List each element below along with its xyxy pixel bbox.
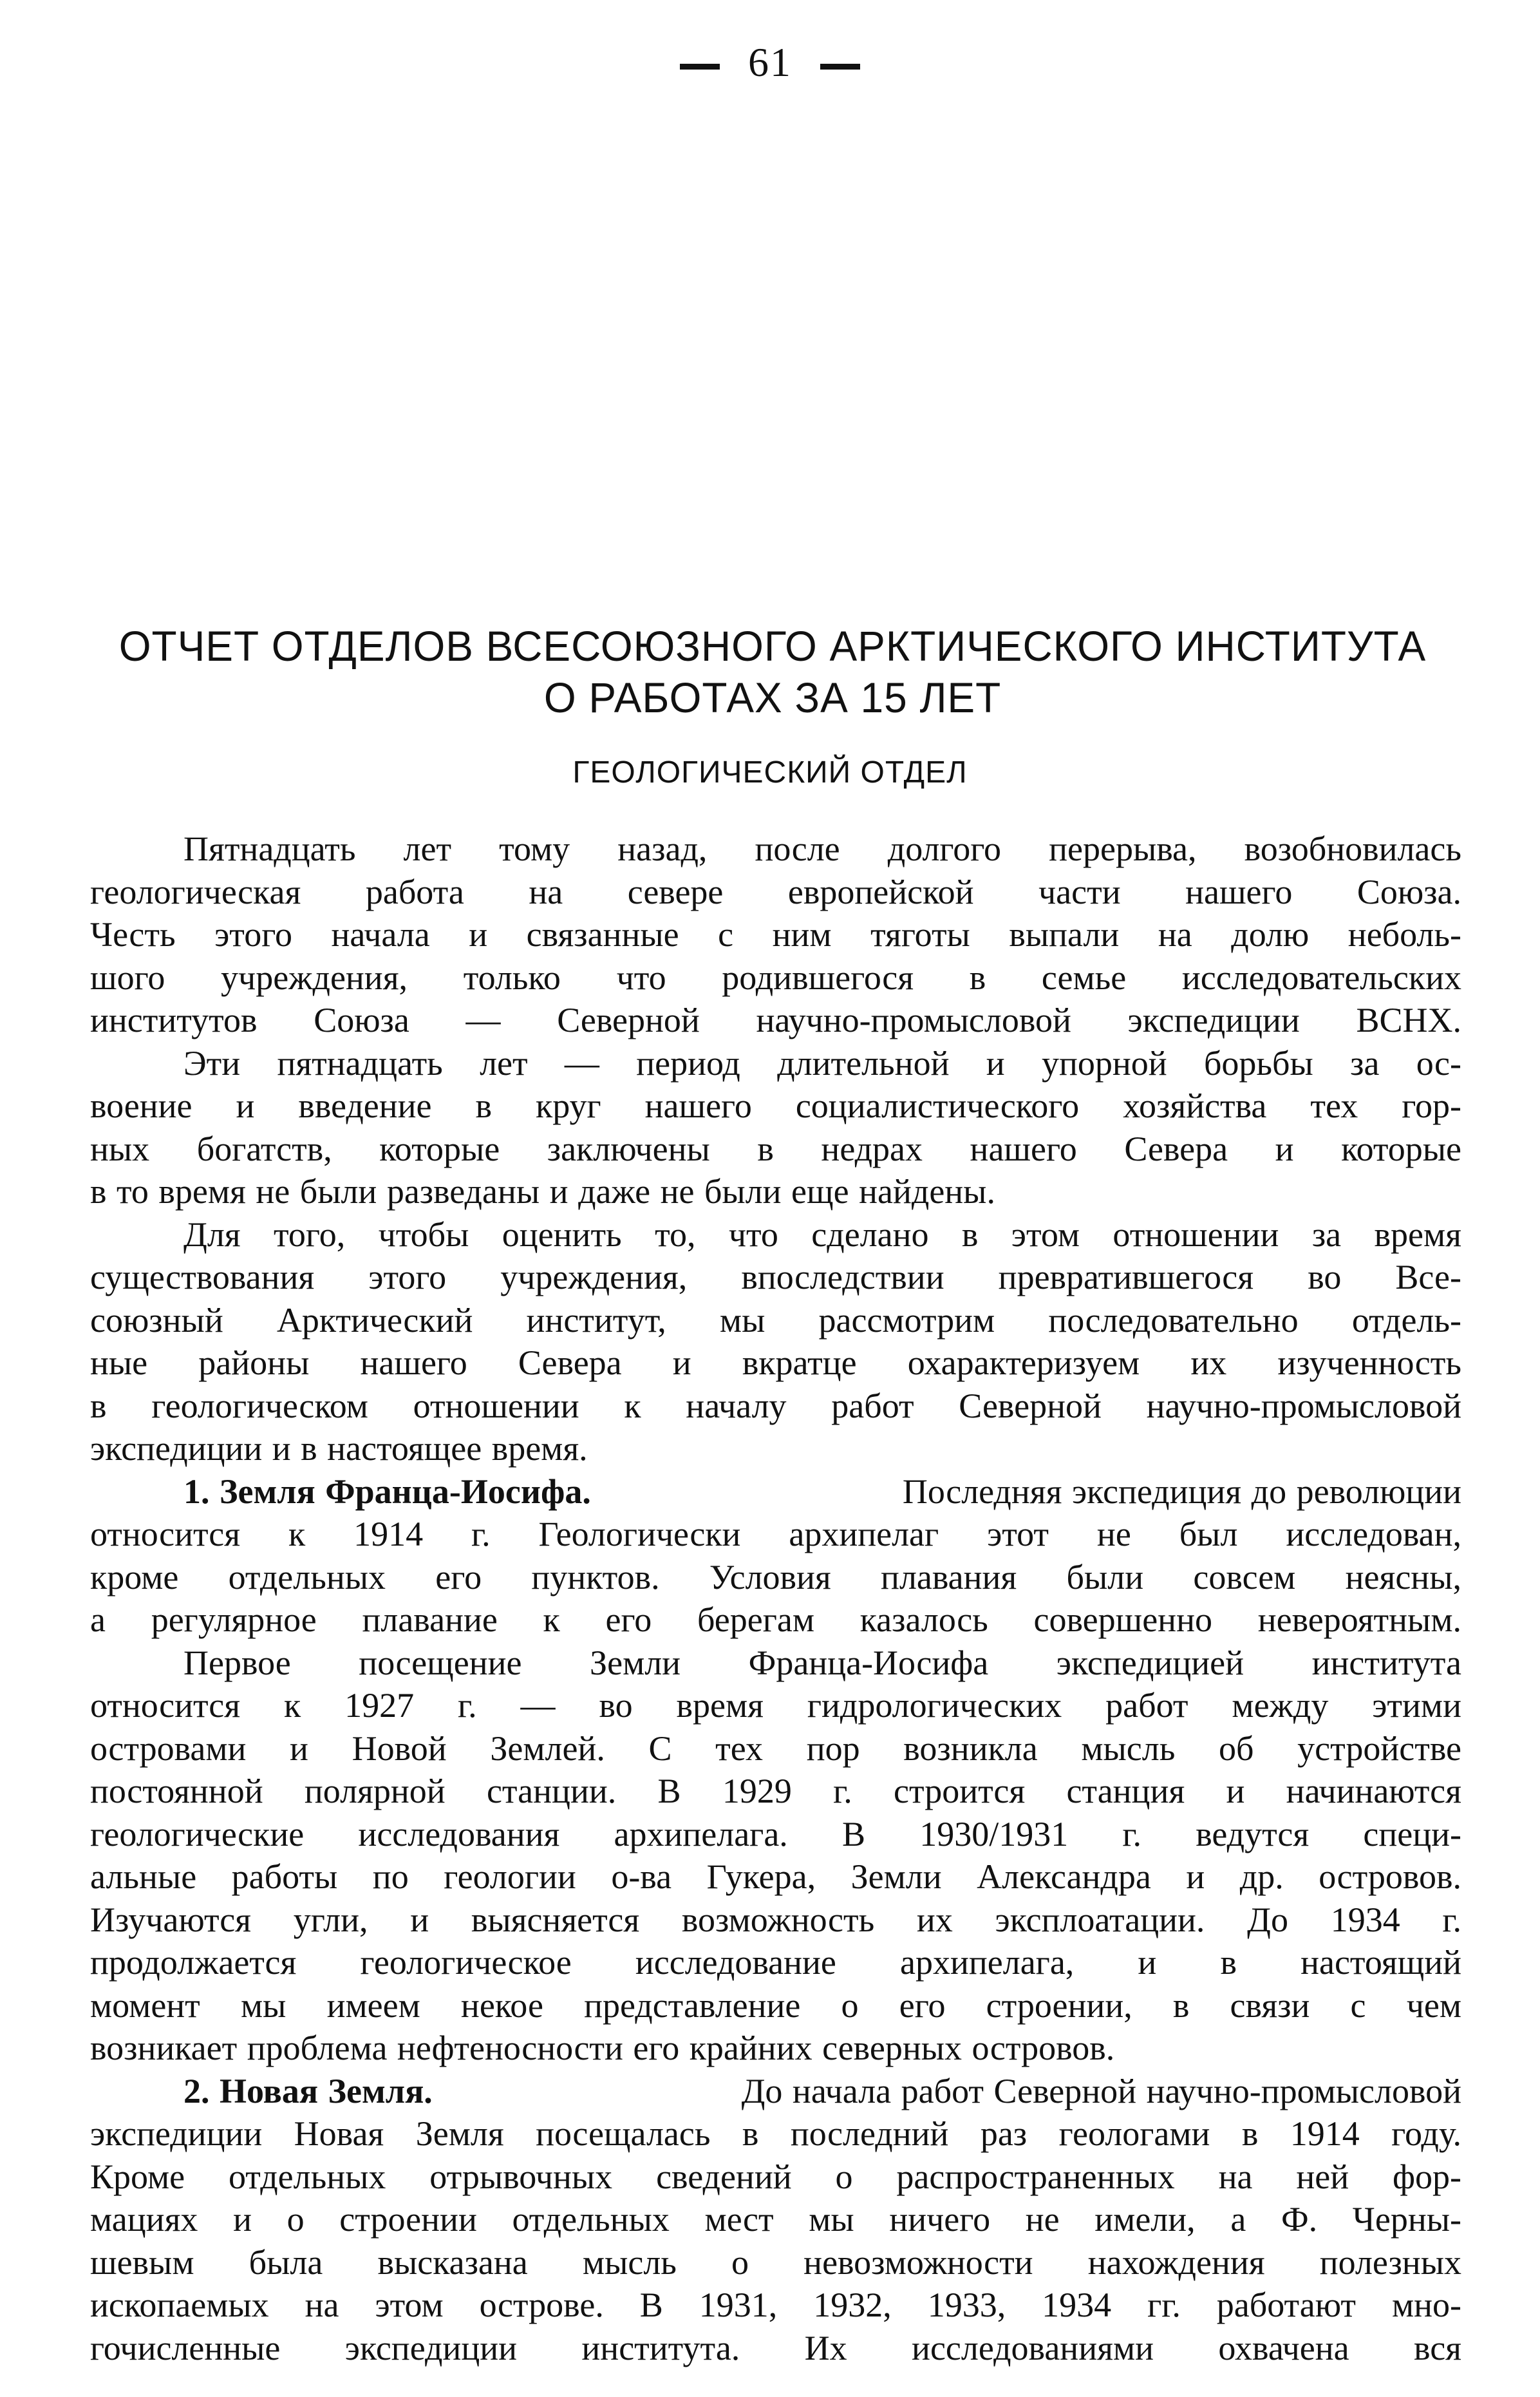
- paragraph-3: [90, 1213, 1461, 1470]
- text-line: союзный Арктический институт, мы рассмотрим последовательно отдель-: [90, 1300, 1461, 1340]
- text-line: ные районы нашего Севера и вкратце охарактеризуем их изученность: [90, 1343, 1461, 1382]
- text-line: геологические исследования архипелага. В 1930/1931 г. ведутся специ-: [90, 1814, 1461, 1853]
- text-line: кроме отдельных его пунктов. Условия плавания были совсем неясны,: [90, 1557, 1461, 1596]
- text-line: ных богатств, которые заключены в недрах нашего Севера и которые: [90, 1129, 1461, 1168]
- text-line: островами и Новой Землей. С тех пор возникла мысль об устройстве: [90, 1729, 1461, 1768]
- text-line: а регулярное плавание к его берегам казалось совершенно невероятным.: [90, 1600, 1461, 1639]
- report-title-line-1: ОТЧЕТ ОТДЕЛОВ ВСЕСОЮЗНОГО АРКТИЧЕСКОГО ИНСТИТУТА: [118, 622, 1427, 670]
- text-line: [90, 2070, 1461, 2113]
- text-line: Кроме отдельных отрывочных сведений о распространенных на ней фор-: [90, 2157, 1461, 2196]
- text-line: Для того, чтобы оценить то, что сделано в этом отношении за время: [183, 1215, 1461, 1254]
- text-line: Эти пятнадцать лет — период длительной и упорной борьбы за ос-: [183, 1043, 1461, 1083]
- text-line: Первое посещение Земли Франца-Иосифа экспедицией института: [183, 1643, 1461, 1682]
- text-line: существования этого учреждения, впоследствии превратившегося во Все-: [90, 1258, 1461, 1296]
- paragraph-1: [90, 828, 1461, 1042]
- text-line: мациях и о строении отдельных мест мы ничего не имели, а Ф. Черны-: [90, 2200, 1461, 2239]
- text-line: в геологическом отношении к началу работ Северной научно-промысловой: [90, 1386, 1461, 1425]
- section-heading-novaya-zemlya: 2. Новая Земля.: [183, 2071, 433, 2110]
- text-line: Честь этого начала и связанные с ним тяготы выпали на долю неболь-: [90, 915, 1461, 954]
- text-line: воение и введение в круг нашего социалистического хозяйства тех гор-: [90, 1086, 1461, 1125]
- text-line-rest: До начала работ Северной научно-промысловой: [741, 2071, 1461, 2110]
- text-line: момент мы имеем некое представление о его строении, в связи с чем: [90, 1985, 1461, 2025]
- paragraph-2: [90, 1042, 1461, 1213]
- text-line: экспедиции и в настоящее время.: [90, 1429, 588, 1468]
- section-heading-franz-josef-land: 1. Земля Франца-Иосифа.: [183, 1472, 591, 1511]
- text-line: Изучаются угли, и выясняется возможность их эксплоатации. До 1934 г.: [90, 1900, 1461, 1939]
- page-number: [0, 39, 1540, 86]
- body-text: [90, 828, 1461, 2369]
- text-line: шевым была высказана мысль о невозможности нахождения полезных: [90, 2242, 1461, 2282]
- text-line: постоянной полярной станции. В 1929 г. строится станция и начинаются: [90, 1772, 1461, 1810]
- text-line: в то время не были разведаны и даже не были еще найдены.: [90, 1172, 995, 1211]
- text-line: альные работы по геологии о-ва Гукера, Земли Александра и др. островов.: [90, 1857, 1461, 1896]
- text-line: относится к 1927 г. — во время гидрологических работ между этими: [90, 1686, 1461, 1725]
- text-line: геологическая работа на севере европейской части нашего Союза.: [90, 872, 1461, 911]
- report-title-line-2: О РАБОТАХ ЗА 15 ЛЕТ: [543, 674, 1002, 721]
- page-number-value: 61: [748, 39, 792, 85]
- text-line-rest: Последняя экспедиция до революции: [902, 1472, 1461, 1511]
- paragraph-franz-josef-land: [90, 1470, 1461, 1642]
- text-line: гочисленные экспедиции института. Их исследованиями охвачена вся: [90, 2328, 1461, 2367]
- paragraph-5: [90, 1642, 1461, 2070]
- text-line: [90, 1470, 1461, 1513]
- text-line: возникает проблема нефтеносности его крайних северных островов.: [90, 2029, 1115, 2067]
- dash-right: [820, 64, 860, 70]
- paragraph-novaya-zemlya: [90, 2070, 1461, 2370]
- section-heading: ГЕОЛОГИЧЕСКИЙ ОТДЕЛ: [572, 755, 968, 790]
- dash-left: [680, 64, 720, 70]
- text-line: институтов Союза — Северной научно-промысловой экспедиции ВСНХ.: [90, 1001, 1461, 1039]
- text-line: относится к 1914 г. Геологически архипелаг этот не был исследован,: [90, 1515, 1461, 1553]
- text-line: экспедиции Новая Земля посещалась в последний раз геологами в 1914 году.: [90, 2114, 1461, 2153]
- text-line: шого учреждения, только что родившегося в семье исследовательских: [90, 958, 1461, 997]
- text-line: продолжается геологическое исследование архипелага, и в настоящий: [90, 1943, 1461, 1982]
- text-line: Пятнадцать лет тому назад, после долгого перерыва, возобновилась: [183, 829, 1461, 868]
- text-line: ископаемых на этом острове. В 1931, 1932, 1933, 1934 гг. работают мно-: [90, 2286, 1461, 2324]
